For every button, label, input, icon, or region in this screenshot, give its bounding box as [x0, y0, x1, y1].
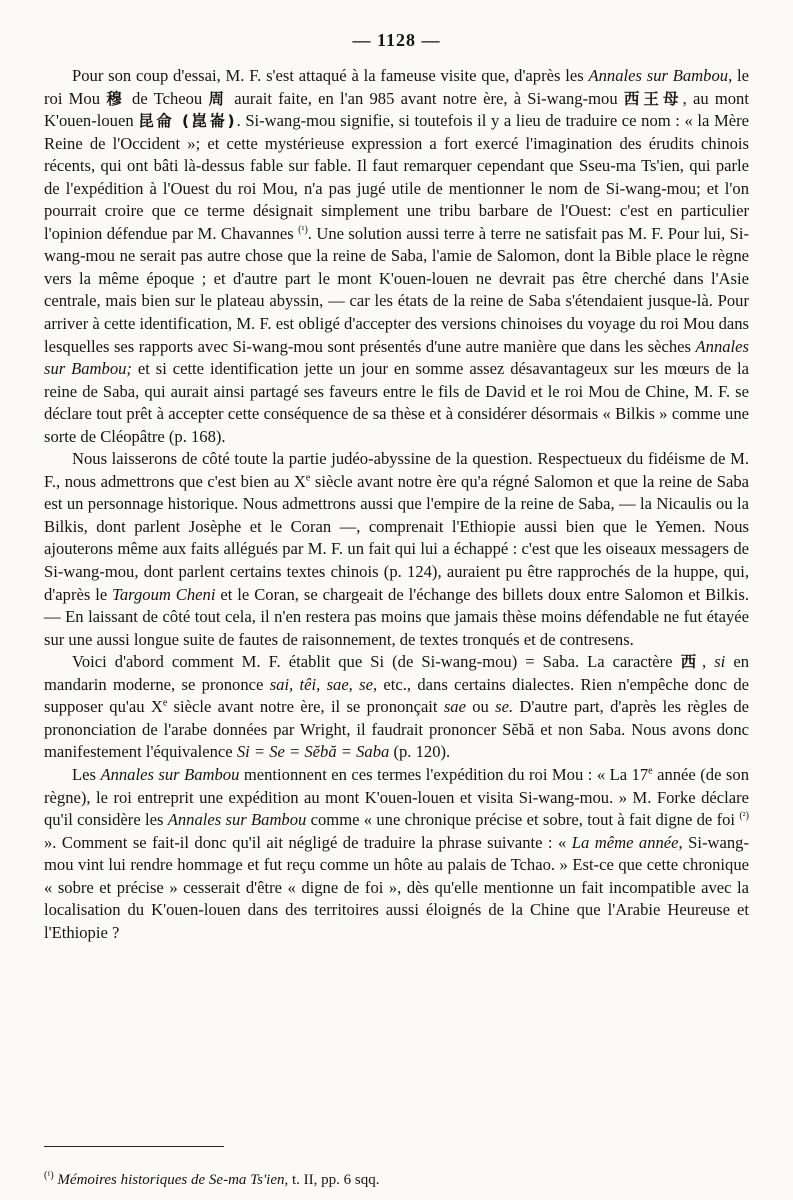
italic-text: si: [714, 652, 726, 672]
text-run: aurait faite, en l'an 985 avant notre ère, à Si-wang-mou: [228, 88, 624, 108]
footnote-divider: [44, 1146, 224, 1147]
text-run: , Si-wang-mou vint lui rendre hommage et fut reçu comme un hôte au palais de Tchao. » Est-ce que cette chronique « sobre et précise » cesserait d'être « digne de foi », dès qu'elle mentionne un fait incompatible avec la localisation du K'ouen-louen dans des territoires aussi éloignés de la Chine que l'Arabie Heureuse et l'Ethiopie ?: [44, 832, 749, 942]
italic-text: Si = Se = Sĕbă = Saba: [236, 742, 390, 762]
superscript: e: [162, 697, 168, 709]
paragraph: [44, 651, 749, 764]
text-run: , au mont K'ouen-louen: [44, 88, 749, 131]
superscript: e: [648, 765, 653, 777]
italic-text: se.: [495, 697, 514, 717]
superscript: (¹): [298, 224, 308, 236]
text-run: Nous laisserons de côté toute la partie judéo-abyssine de la question. Respectueux du fidéisme de M. F., nous admettrons que c'est bien au X: [44, 449, 749, 491]
chinese-characters: 西: [680, 653, 702, 672]
superscript: (²): [739, 810, 749, 822]
text-run: et si cette identification jette un jour en somme assez désavantageux sur les mœurs de la reine de Saba, qui aurait ainsi partagé ses faveurs entre le fils de David et le roi Mou de Chine, M. F. se déclare tout prêt à accepter cette conséquence de sa thèse et à considérer désormais « Bilkis » comme une sorte de Cléopâtre (p. 168).: [44, 359, 749, 446]
footnote: [44, 1172, 380, 1189]
chinese-characters: 昆侖 (崑崙): [138, 112, 237, 131]
paragraph: [44, 65, 749, 448]
text-run: Pour son coup d'essai, M. F. s'est attaqué à la fameuse visite que, d'après les: [72, 66, 589, 85]
text-run: . Si-wang-mou signifie, si toutefois il y a lieu de traduire ce nom : « la Mère Reine de l'Occident »; et cette mystérieuse expression a fort exercé l'imagination des érudits chinois récents, qui ont bâti là-dessus fable sur fable. Il faut remarquer cependant que Sseu-ma Ts'ien, qui parle de l'expédition à l'Ouest du roi Mou, n'a pas jugé utile de mentionner le nom de Si-wang-mou; et l'on pourrait croire que ce terme désignait simplement une tribu barbare de l'Ouest: c'est en particulier l'opinion défendue par M. Chavannes: [44, 111, 749, 243]
italic-text: La même année: [571, 832, 679, 852]
italic-text: Annales sur Bambou: [100, 764, 240, 784]
superscript: e: [305, 472, 311, 484]
italic-text: Annales sur Bambou: [167, 810, 307, 830]
article-body: [44, 65, 749, 944]
text-run: de Tcheou: [125, 88, 209, 108]
text-run: , le roi Mou: [44, 66, 749, 108]
text-run: (p. 120).: [389, 742, 451, 762]
chinese-characters: 穆: [106, 89, 126, 108]
footnote-rest: , t. II, pp. 6 sqq.: [284, 1172, 380, 1188]
text-run: siècle avant notre ère qu'a régné Salomon et que la reine de Saba est un personnage historique. Nous admettrons aussi que l'empire de la reine de Saba, — la Nicaulis ou la Bilkis, dont parlent Josèphe et le Coran —, comprenait l'Ethiopie aussi bien que le Yemen. Nous ajouterons même aux faits allégués par M. F. un fait qui lui a échappé : c'est que les oiseaux messagers de Si-wang-mou, dont parlent certains textes chinois (p. 124), auraient pu être rapprochés de la huppe, qui, d'après le: [44, 471, 750, 604]
text-run: . Une solution aussi terre à terre ne satisfait pas M. F. Pour lui, Si-wang-mou ne serait pas autre chose que la reine de Saba, l'amie de Salomon, dont la Bible place le règne vers la même époque ; et d'autre part le mont K'ouen-louen ne devrait pas être cherché dans l'Asie centrale, mais bien sur le plateau abyssin, — car les états de la reine de Saba s'étendaient jusque-là. Pour arriver à cette identification, M. F. est obligé d'accepter des versions chinoises du voyage du roi Mou dans lesquelles ses rapports avec Si-wang-mou sont présentés d'une autre manière que dans les sèches: [44, 223, 749, 356]
text-run: ,: [702, 652, 715, 672]
footnote-title: Mémoires historiques de Se-ma Ts'ien: [57, 1172, 285, 1188]
italic-text: Annales sur Bambou;: [44, 336, 749, 379]
text-run: siècle avant notre ère, il se prononçait: [167, 697, 444, 717]
text-run: comme « une chronique précise et sobre, tout à fait digne de foi: [306, 810, 740, 830]
italic-text: sae: [443, 697, 466, 717]
paragraph: [44, 764, 749, 944]
chinese-characters: 西王母: [623, 89, 683, 108]
text-run: année (de son règne), le roi entreprit une expédition au mont K'ouen-louen et visita Si-wang-mou. » M. Forke déclare qu'il considère les: [44, 764, 749, 830]
text-run: ou: [465, 697, 496, 717]
italic-text: Targoum Cheni: [112, 584, 216, 604]
text-run: D'autre part, d'après les règles de prononciation de l'arabe données par Wright, il faudrait prononcer Sĕbă et non Saba. Nous avons donc manifestement l'équivalence: [44, 697, 749, 762]
text-run: ». Comment se fait-il donc qu'il ait négligé de traduire la phrase suivante : «: [44, 832, 572, 852]
paragraph: [44, 448, 749, 651]
text-run: mentionnent en ces termes l'expédition du roi Mou : « La 17: [239, 764, 649, 784]
text-run: , etc., dans certains dialectes. Rien n'empêche donc de supposer qu'au X: [44, 674, 749, 717]
footnote-marker: (¹): [44, 1170, 54, 1181]
chinese-characters: 周: [208, 89, 229, 108]
text-run: Les: [72, 764, 101, 784]
italic-text: Annales sur Bambou: [588, 66, 729, 85]
text-run: et le Coran, se chargeait de l'échange des billets doux entre Salomon et Bilkis. — En laissant de côté tout cela, il n'en restera pas moins que jamais thèse moins défendable ne fut étayée sur une aussi longue suite de fautes de raisonnement, de textes tronqués et de contresens.: [44, 584, 749, 649]
italic-text: sai, têi, sae, se: [269, 674, 373, 694]
page-number: — 1128 —: [352, 30, 441, 50]
text-run: Voici d'abord comment M. F. établit que Si (de Si-wang-mou) = Saba. La caractère: [72, 652, 681, 672]
text-run: en mandarin moderne, se prononce: [44, 652, 749, 694]
